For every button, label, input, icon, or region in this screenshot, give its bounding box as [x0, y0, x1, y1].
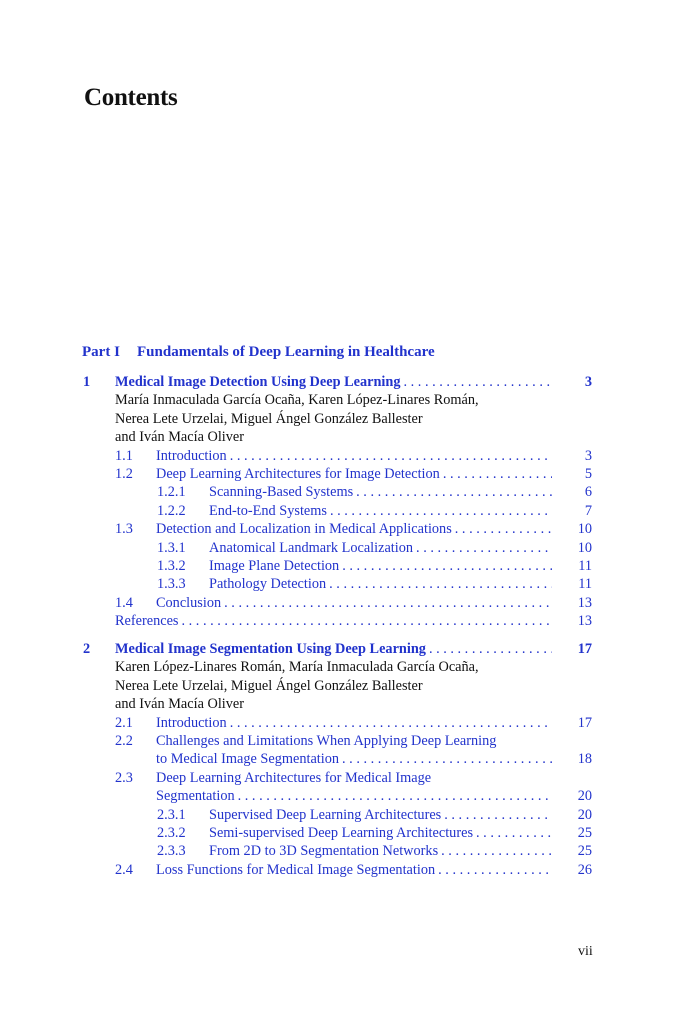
chapter-2-authors: [115, 658, 479, 713]
toc-entry-1-1-title: Introduction: [156, 447, 227, 464]
toc-entry-2-3-cont[interactable]: [0, 787, 592, 805]
toc-entry-2-3-cont-title-wrap: [156, 787, 552, 805]
toc-entry-2-2-title-wrap: [156, 732, 592, 750]
toc-entry-1-3-3-leader-dots: [329, 575, 552, 593]
part-number: Part I: [82, 344, 120, 360]
chapter-1-authors: [115, 391, 479, 446]
toc-entry-1-3-2-number: 1.3.2: [157, 558, 186, 574]
toc-entry-1-1-leader-dots: [230, 447, 552, 465]
toc-entry-2-2-cont-title-wrap: [156, 750, 552, 768]
toc-entry-1-2-1-title-wrap: [209, 483, 552, 501]
toc-entry-1-3-1-title-wrap: [209, 539, 552, 557]
toc-entry-2-3-cont-title: Segmentation: [156, 788, 235, 805]
toc-entry-1-2-1-page: 6: [584, 484, 592, 501]
toc-entry-1-2-2-number: 1.2.2: [157, 502, 186, 519]
toc-entry-1-3-3-number: 1.3.3: [157, 576, 186, 593]
toc-entry-2-2-title: Challenges and Limitations When Applying Deep Learning: [156, 733, 497, 749]
toc-entry-1-3-2-title: Image Plane Detection: [209, 558, 340, 574]
toc-entry-2-3[interactable]: [0, 769, 592, 787]
chapter-2-entry[interactable]: [0, 640, 592, 658]
toc-entry-1-2-title-wrap: [156, 465, 552, 483]
toc-entry-1-4-number: 1.4: [115, 594, 133, 611]
toc-entry-2-3-1-leader-dots: [444, 806, 552, 824]
toc-entry-references-title-wrap: [115, 612, 552, 630]
toc-entry-1-3-2[interactable]: [0, 557, 592, 575]
toc-entry-1-2-1[interactable]: [0, 483, 592, 501]
toc-entry-1-3[interactable]: [0, 520, 592, 538]
toc-entry-2-3-1-page: 20: [577, 806, 592, 823]
toc-entry-2-1-title: Introduction: [156, 714, 227, 731]
page-folio: vii: [578, 944, 593, 959]
author-line: Nerea Lete Urzelai, Miguel Ángel González Ballester: [115, 677, 423, 694]
toc-entry-1-3-2-page: 11: [578, 558, 592, 574]
toc-entry-2-3-1-title: Supervised Deep Learning Architectures: [209, 806, 442, 823]
toc-entry-2-3-3-page: 25: [577, 843, 592, 860]
toc-entry-1-3-1[interactable]: [0, 539, 592, 557]
toc-entry-1-2-2[interactable]: [0, 502, 592, 520]
toc-entry-2-3-cont-leader-dots: [238, 787, 552, 805]
toc-entry-1-4-title: Conclusion: [156, 594, 222, 611]
toc-entry-2-2-number: 2.2: [115, 733, 133, 749]
toc-entry-1-4[interactable]: [0, 594, 592, 612]
toc-entry-1-1-number: 1.1: [115, 447, 133, 464]
toc-entry-1-4-page: 13: [577, 594, 592, 611]
toc-entry-2-2-cont-title: to Medical Image Segmentation: [156, 751, 340, 768]
toc-entry-1-1-page: 3: [584, 447, 592, 464]
toc-entry-2-1-title-wrap: [156, 714, 552, 732]
chapter-2-entry-title-wrap: [115, 640, 552, 658]
toc-entry-2-4-title-wrap: [156, 861, 552, 879]
chapter-1-entry-title: Medical Image Detection Using Deep Learning: [115, 374, 401, 390]
toc-entry-references[interactable]: [0, 612, 592, 630]
toc-entry-2-1[interactable]: [0, 714, 592, 732]
toc-entry-1-2-2-title: End-to-End Systems: [209, 502, 327, 519]
toc-entry-2-4[interactable]: [0, 861, 592, 879]
toc-entry-1-3-title: Detection and Localization in Medical Applications: [156, 521, 452, 538]
chapter-2-entry-title: Medical Image Segmentation Using Deep Learning: [115, 641, 426, 657]
toc-entry-2-4-leader-dots: [438, 861, 552, 879]
toc-entry-1-3-leader-dots: [455, 520, 552, 538]
toc-entry-1-3-1-leader-dots: [416, 539, 552, 557]
toc-entry-references-title: References: [115, 613, 179, 630]
toc-entry-1-2-1-number: 1.2.1: [157, 484, 186, 501]
toc-entry-references-leader-dots: [182, 612, 553, 630]
toc-entry-1-2-2-page: 7: [584, 502, 592, 519]
toc-entry-1-2[interactable]: [0, 465, 592, 483]
toc-entry-2-1-page: 17: [577, 714, 592, 731]
toc-entry-2-2[interactable]: [0, 732, 592, 750]
toc-entry-2-2-cont-page: 18: [577, 751, 592, 768]
toc-entry-1-3-3-title-wrap: [209, 575, 552, 593]
author-line: and Iván Macía Oliver: [115, 428, 245, 445]
toc-entry-2-3-3-title: From 2D to 3D Segmentation Networks: [209, 843, 439, 860]
part-title: Fundamentals of Deep Learning in Healthcare: [137, 344, 435, 360]
chapter-1-entry-page: 3: [584, 374, 592, 390]
toc-entry-2-2-cont-leader-dots: [342, 750, 552, 768]
toc-entry-1-3-2-title-wrap: [209, 557, 552, 575]
toc-entry-2-3-2-title: Semi-supervised Deep Learning Architectures: [209, 825, 474, 841]
toc-entry-references-page: 13: [577, 613, 592, 630]
toc-entry-1-1[interactable]: [0, 447, 592, 465]
toc-entry-1-3-title-wrap: [156, 520, 552, 538]
toc-entry-1-4-leader-dots: [224, 594, 552, 612]
chapter-1-entry-title-wrap: [115, 373, 552, 391]
toc-entry-1-3-1-page: 10: [577, 539, 592, 556]
toc-entry-2-1-number: 2.1: [115, 714, 133, 731]
toc-entry-1-3-3-page: 11: [578, 576, 592, 593]
chapter-2-entry-leader-dots: [429, 640, 552, 658]
chapter-1-entry-number: 1: [83, 374, 91, 390]
toc-entry-1-3-2-leader-dots: [342, 557, 552, 575]
toc-entry-1-3-3[interactable]: [0, 575, 592, 593]
toc-entry-2-1-leader-dots: [230, 714, 552, 732]
toc-entry-1-2-page: 5: [584, 466, 592, 482]
toc-entry-2-3-1[interactable]: [0, 806, 592, 824]
toc-entry-1-3-number: 1.3: [115, 521, 133, 538]
toc-entry-1-2-title: Deep Learning Architectures for Image Detection: [156, 466, 440, 482]
toc-entry-2-3-2-leader-dots: [476, 824, 552, 842]
toc-entry-2-3-3-number: 2.3.3: [157, 843, 186, 860]
author-line: and Iván Macía Oliver: [115, 695, 245, 712]
toc-entry-2-3-1-title-wrap: [209, 806, 552, 824]
chapter-2-entry-number: 2: [83, 641, 91, 657]
toc-entry-2-3-2[interactable]: [0, 824, 592, 842]
toc-entry-1-3-3-title: Pathology Detection: [209, 576, 327, 593]
toc-entry-2-2-cont[interactable]: [0, 750, 592, 768]
author-line: Karen López-Linares Román, María Inmaculada García Ocaña,: [115, 659, 479, 676]
toc-entry-2-3-2-title-wrap: [209, 824, 552, 842]
toc-entry-2-3-title-wrap: [156, 769, 592, 787]
toc-entry-1-3-1-number: 1.3.1: [157, 539, 186, 556]
toc-entry-1-2-leader-dots: [443, 465, 552, 483]
toc-entry-1-3-1-title: Anatomical Landmark Localization: [209, 539, 414, 556]
toc-entry-2-3-3[interactable]: [0, 842, 592, 860]
toc-entry-2-3-number: 2.3: [115, 769, 133, 786]
toc-entry-1-3-page: 10: [577, 521, 592, 538]
chapter-1-entry-leader-dots: [404, 373, 553, 391]
chapter-1-entry[interactable]: [0, 373, 592, 391]
toc-entry-1-2-1-leader-dots: [356, 483, 552, 501]
toc-entry-2-3-2-page: 25: [577, 825, 592, 841]
toc-entry-2-4-number: 2.4: [115, 861, 133, 878]
toc-entry-1-4-title-wrap: [156, 594, 552, 612]
author-line: María Inmaculada García Ocaña, Karen López-Linares Román,: [115, 392, 479, 409]
toc-entry-2-3-1-number: 2.3.1: [157, 806, 186, 823]
part-heading[interactable]: [82, 344, 435, 361]
toc-entry-2-4-title: Loss Functions for Medical Image Segmentation: [156, 861, 436, 878]
toc-entry-1-2-number: 1.2: [115, 466, 133, 482]
toc-entry-2-4-page: 26: [577, 861, 592, 878]
toc-entry-2-3-cont-page: 20: [577, 788, 592, 805]
toc-entry-2-3-3-title-wrap: [209, 842, 552, 860]
toc-entry-2-3-title: Deep Learning Architectures for Medical Image: [156, 769, 432, 786]
toc-entry-1-2-2-title-wrap: [209, 502, 552, 520]
page-title: Contents: [84, 84, 178, 111]
toc-entry-1-2-2-leader-dots: [330, 502, 552, 520]
chapter-2-entry-page: 17: [577, 641, 592, 657]
toc-entry-2-3-2-number: 2.3.2: [157, 825, 186, 841]
toc-entry-1-2-1-title: Scanning-Based Systems: [209, 484, 354, 501]
toc-entry-2-3-3-leader-dots: [441, 842, 552, 860]
toc-entry-1-1-title-wrap: [156, 447, 552, 465]
author-line: Nerea Lete Urzelai, Miguel Ángel González Ballester: [115, 410, 423, 427]
